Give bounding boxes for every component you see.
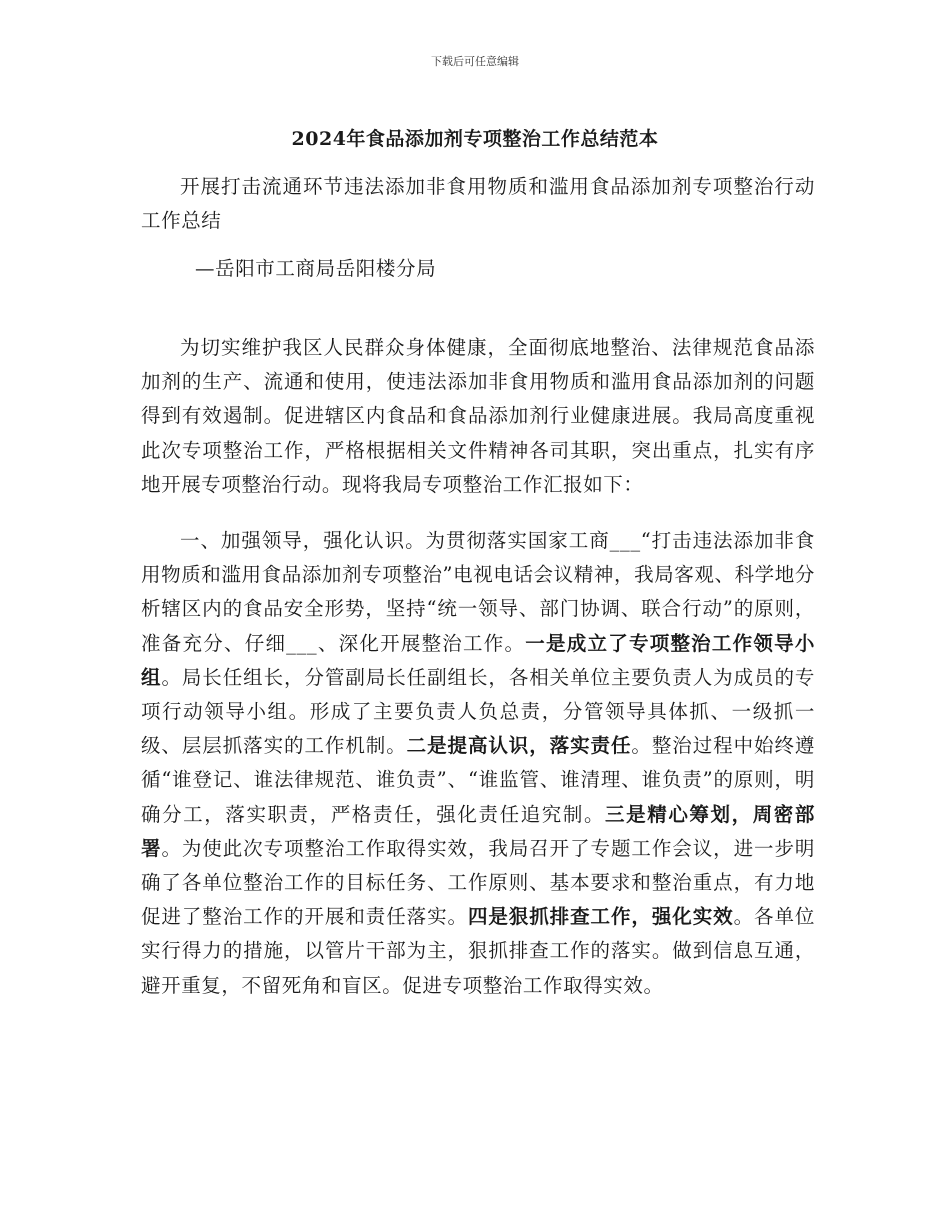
paragraph-leadership xyxy=(141,524,815,1003)
point-2-heading: 二是提高认识，落实责任 xyxy=(406,734,632,758)
point-1-text: 。局长任组长，分管副局长任副组长，各相关单位主要负责人为成员的专项行动领导小组。形成了主要负责人负总责，分管领导具体抓、一级抓一级、层层抓落实的工作机制。 xyxy=(141,665,815,758)
paragraph-leadership-intro: 一、加强领导，强化认识。为贯彻落实国家工商___“打击违法添加非食用物质和滥用食品添加剂专项整治”电视电话会议精神，我局客观、科学地分析辖区内的食品安全形势，坚持“统一领导、部门协调、联合行动”的原则，准备充分、仔细___、深化开展整治工作。 xyxy=(141,529,815,655)
point-4-heading: 四是狠抓排查工作，强化实效 xyxy=(467,905,734,929)
point-3-text: 。为使此次专项整治工作取得实效，我局召开了专题工作会议，进一步明确了各单位整治工作的目标任务、工作原则、基本要求和整治重点，有力地促进了整治工作的开展和责任落实。 xyxy=(141,836,815,929)
document-title: 2024年食品添加剂专项整治工作总结范本 xyxy=(291,128,659,150)
point-4-text: 。各单位实行得力的措施，以管片干部为主，狠抓排查工作的落实。做到信息互通，避开重复，不留死角和盲区。促进专项整治工作取得实效。 xyxy=(141,905,815,997)
paragraph-intro: 为切实维护我区人民群众身体健康，全面彻底地整治、法律规范食品添加剂的生产、流通和使用，使违法添加非食用物质和滥用食品添加剂的问题得到有效遏制。促进辖区内食品和食品添加剂行业健康进展。我局高度重视此次专项整治工作，严格根据相关文件精神各司其职，突出重点，扎实有序地开展专项整治行动。现将我局专项整治工作汇报如下： xyxy=(141,336,815,496)
document-subtitle: 开展打击流通环节违法添加非食用物质和滥用食品添加剂专项整治行动工作总结 xyxy=(141,175,815,233)
point-3-heading: 三是精心筹划，周密部署 xyxy=(141,802,815,860)
point-1-heading: 一是成立了专项整治工作领导小组 xyxy=(141,631,815,689)
point-2-text: 。整治过程中始终遵循“谁登记、谁法律规范、谁负责”、“谁监管、谁清理、谁负责”的原则，明确分工，落实职责，严格责任，强化责任追究制。 xyxy=(141,734,815,826)
header-note: 下载后可任意编辑 xyxy=(431,55,519,68)
document-signature: —岳阳市工商局岳阳楼分局 xyxy=(195,257,437,280)
